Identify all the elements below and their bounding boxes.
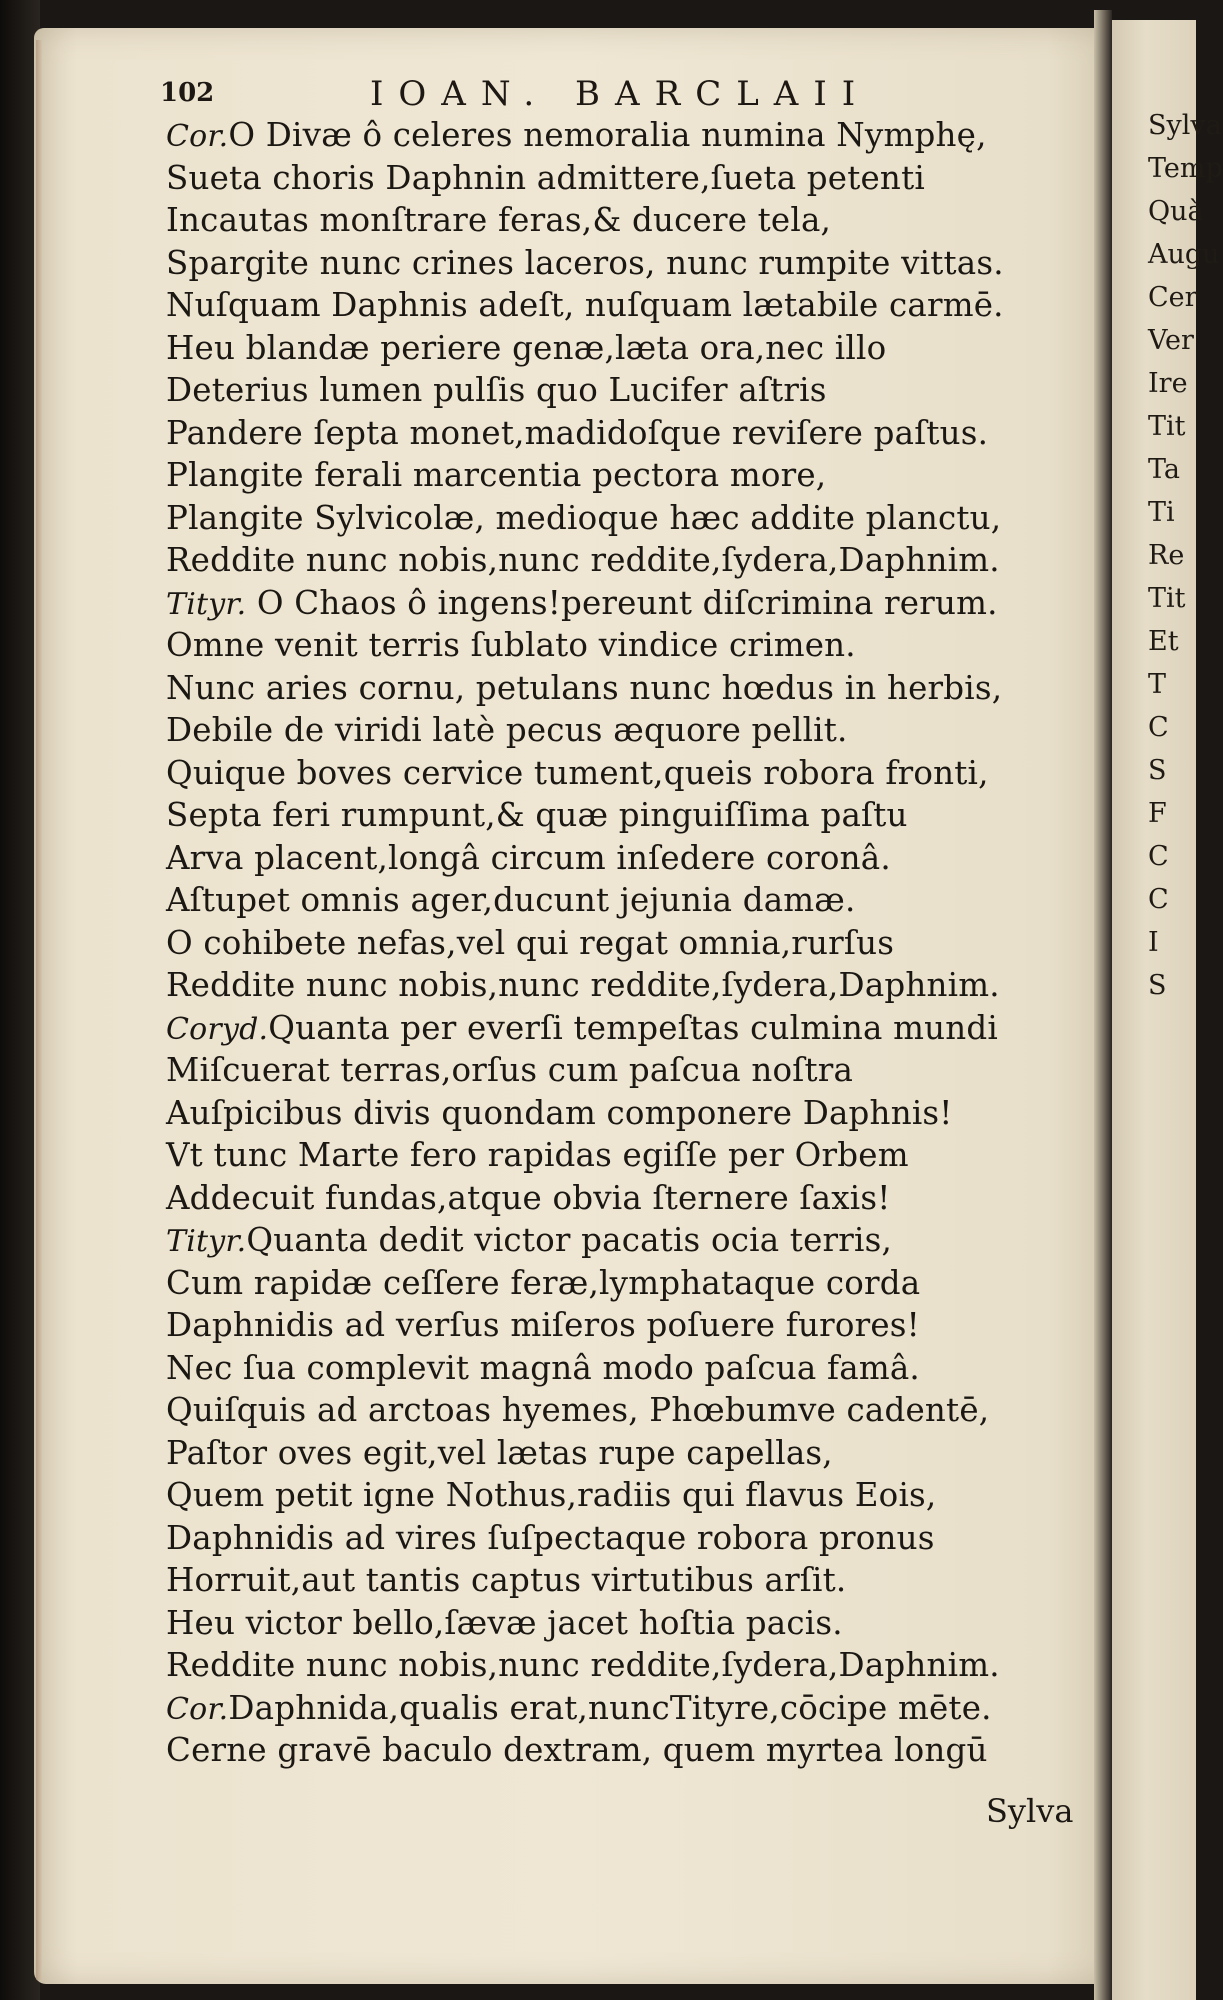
verse-text: Cerne gravē baculo dextram, quem myrtea longū bbox=[166, 1731, 988, 1769]
facing-page-line-start: S bbox=[1148, 970, 1167, 1001]
verse-text: Vt tunc Marte fero rapidas egiſſe per Orbem bbox=[166, 1136, 909, 1174]
verse-line bbox=[166, 667, 1096, 710]
verse-line bbox=[166, 922, 1096, 965]
verse-text: Daphnidis ad vires ſuſpectaque robora pronus bbox=[166, 1518, 935, 1557]
verse-line bbox=[166, 1389, 1096, 1432]
verse-line bbox=[166, 1644, 1096, 1687]
verse-text: Debile de viridi latè pecus æquore pellit. bbox=[166, 711, 848, 749]
verse-text: Arva placent,longâ circum inſedere coronâ. bbox=[166, 838, 891, 877]
speaker-label: Coryd. bbox=[166, 1011, 269, 1047]
verse-text: Daphnidis ad verſus miſeros poſuere furores! bbox=[166, 1306, 920, 1344]
verse-text: Nunc aries cornu, petulans nunc hœdus in herbis, bbox=[166, 668, 1003, 707]
verse-line bbox=[166, 157, 1096, 200]
verse-text: Pandere ſepta monet,madidoſque reviſere paſtus. bbox=[166, 413, 989, 452]
verse-line bbox=[166, 1134, 1096, 1177]
facing-page-line-start: I bbox=[1148, 927, 1159, 958]
page-header bbox=[160, 74, 1080, 114]
verse-text: Omne venit terris ſublato vindice crimen. bbox=[166, 626, 856, 664]
verse-line bbox=[166, 1602, 1096, 1645]
page-edge-stain bbox=[36, 40, 42, 1980]
verse-text: Quiſquis ad arctoas hyemes, Phœbumve cadentē, bbox=[166, 1391, 990, 1429]
verse-line bbox=[166, 1092, 1096, 1135]
verse-line bbox=[166, 1049, 1096, 1092]
verse-text: Nec ſua complevit magnâ modo paſcua famâ. bbox=[166, 1348, 920, 1387]
facing-page-line-start: Quà bbox=[1148, 196, 1204, 227]
facing-page-fragment bbox=[1112, 20, 1223, 2000]
poem-text bbox=[166, 114, 1096, 1772]
verse-line bbox=[166, 837, 1096, 880]
verse-line bbox=[166, 369, 1096, 412]
verse-text: Heu victor bello,ſævæ jacet hoſtia pacis. bbox=[166, 1603, 843, 1642]
speaker-label: Cor. bbox=[166, 119, 229, 154]
verse-line bbox=[166, 1007, 1096, 1050]
facing-page-line-start: Augu bbox=[1148, 239, 1220, 270]
verse-line bbox=[166, 1432, 1096, 1475]
facing-page-line-start: Re bbox=[1148, 540, 1185, 571]
facing-page-line-start: T bbox=[1148, 669, 1167, 700]
verse-text: Reddite nunc nobis,nunc reddite,ſydera,Daphnim. bbox=[166, 541, 1000, 579]
verse-text: Reddite nunc nobis,nunc reddite,ſydera,Daphnim. bbox=[166, 966, 1000, 1004]
verse-line bbox=[166, 539, 1096, 582]
verse-text: Auſpicibus divis quondam componere Daphnis! bbox=[166, 1093, 953, 1132]
verse-line bbox=[166, 1687, 1096, 1730]
verse-text: O Chaos ô ingens!pereunt diſcrimina rerum. bbox=[246, 583, 998, 622]
verse-line bbox=[166, 1559, 1096, 1602]
facing-page-line-start: S bbox=[1148, 755, 1167, 786]
verse-text: Heu blandæ periere genæ,læta ora,nec illo bbox=[166, 328, 887, 367]
speaker-label: Cor. bbox=[166, 1691, 229, 1727]
verse-text: Miſcuerat terras,orſus cum paſcua noſtra bbox=[166, 1051, 854, 1089]
verse-line bbox=[166, 242, 1096, 285]
verse-text: Quanta dedit victor pacatis ocia terris, bbox=[246, 1221, 892, 1259]
book-gutter bbox=[1094, 10, 1112, 2000]
verse-text: Quique boves cervice tument,queis robora fronti, bbox=[166, 753, 989, 792]
verse-line bbox=[166, 1347, 1096, 1390]
verse-line bbox=[166, 624, 1096, 667]
verse-line bbox=[166, 709, 1096, 752]
verse-text: Paſtor oves egit,vel lætas rupe capellas, bbox=[166, 1433, 833, 1472]
catchword: Sylva bbox=[986, 1792, 1074, 1830]
verse-line bbox=[166, 1517, 1096, 1560]
verse-line bbox=[166, 497, 1096, 540]
verse-line bbox=[166, 879, 1096, 922]
verse-text: Cum rapidæ ceſſere feræ,lymphataque corda bbox=[166, 1263, 921, 1302]
verse-line bbox=[166, 327, 1096, 370]
verse-text: Spargite nunc crines laceros, nunc rumpite vittas. bbox=[166, 243, 1004, 282]
facing-page-line-start: Ver bbox=[1148, 325, 1194, 356]
facing-page-line-start: Et bbox=[1148, 626, 1179, 657]
verse-text: Daphnida,qualis erat,nuncTityre,cōcipe mēte. bbox=[228, 1688, 992, 1727]
verse-text: Sueta choris Daphnin admittere,ſueta petenti bbox=[166, 158, 925, 197]
verse-line bbox=[166, 412, 1096, 455]
facing-page-line-start: Sylva bbox=[1148, 110, 1222, 141]
verse-line bbox=[166, 1729, 1096, 1772]
verse-line bbox=[166, 794, 1096, 837]
facing-page-line-start: C bbox=[1148, 712, 1169, 743]
verse-line bbox=[166, 752, 1096, 795]
facing-page-line-start: Tit bbox=[1148, 583, 1186, 614]
verse-line bbox=[166, 1304, 1096, 1347]
verse-line bbox=[166, 454, 1096, 497]
facing-page-line-start: Tit bbox=[1148, 411, 1186, 442]
verse-line bbox=[166, 964, 1096, 1007]
verse-text: Quem petit igne Nothus,radiis qui flavus Eois, bbox=[166, 1476, 937, 1514]
verse-line bbox=[166, 199, 1096, 242]
verse-text: Horruit,aut tantis captus virtutibus arſit. bbox=[166, 1561, 847, 1599]
running-title: IOAN. BARCLAII bbox=[370, 74, 871, 114]
verse-line bbox=[166, 1262, 1096, 1305]
verse-line bbox=[166, 114, 1096, 157]
verse-text: Aſtupet omnis ager,ducunt jejunia damæ. bbox=[166, 881, 856, 919]
verse-text: Plangite Sylvicolæ, medioque hæc addite planctu, bbox=[166, 498, 1002, 537]
verse-text: Deterius lumen pulſis quo Lucifer aſtris bbox=[166, 371, 827, 409]
verse-text: O Divæ ô celeres nemoralia numina Nymphę, bbox=[228, 116, 987, 154]
verse-line bbox=[166, 582, 1096, 625]
verse-text: Nuſquam Daphnis adeſt, nuſquam lætabile carmē. bbox=[166, 286, 1004, 324]
verse-text: Quanta per everſi tempeſtas culmina mundi bbox=[268, 1008, 999, 1047]
facing-page-line-start: Temp bbox=[1148, 153, 1223, 184]
facing-page-line-start: C bbox=[1148, 884, 1169, 915]
verse-text: Plangite ferali marcentia pectora more, bbox=[166, 456, 827, 494]
facing-page-line-start: F bbox=[1148, 798, 1167, 829]
verse-line bbox=[166, 284, 1096, 327]
facing-page-line-start: Ire bbox=[1148, 368, 1188, 399]
facing-page-line-start: C bbox=[1148, 841, 1169, 872]
facing-page-line-start: Ti bbox=[1148, 497, 1175, 528]
verse-text: Reddite nunc nobis,nunc reddite,ſydera,Daphnim. bbox=[166, 1646, 1000, 1684]
facing-page-line-start: Ta bbox=[1148, 454, 1181, 485]
verse-line bbox=[166, 1219, 1096, 1262]
speaker-label: Tityr. bbox=[166, 1224, 247, 1259]
speaker-label: Tityr. bbox=[166, 586, 247, 622]
verse-text: Addecuit fundas,atque obvia ſternere ſaxis! bbox=[166, 1178, 891, 1217]
page-number: 102 bbox=[160, 78, 215, 108]
facing-page-line-start: Cer bbox=[1148, 282, 1198, 313]
verse-line bbox=[166, 1474, 1096, 1517]
verse-text: Incautas monſtrare feras,& ducere tela, bbox=[166, 201, 832, 239]
verse-text: Septa feri rumpunt,& quæ pinguiſſima paſtu bbox=[166, 796, 908, 834]
verse-text: O cohibete nefas,vel qui regat omnia,rurſus bbox=[166, 923, 895, 962]
verse-line bbox=[166, 1177, 1096, 1220]
